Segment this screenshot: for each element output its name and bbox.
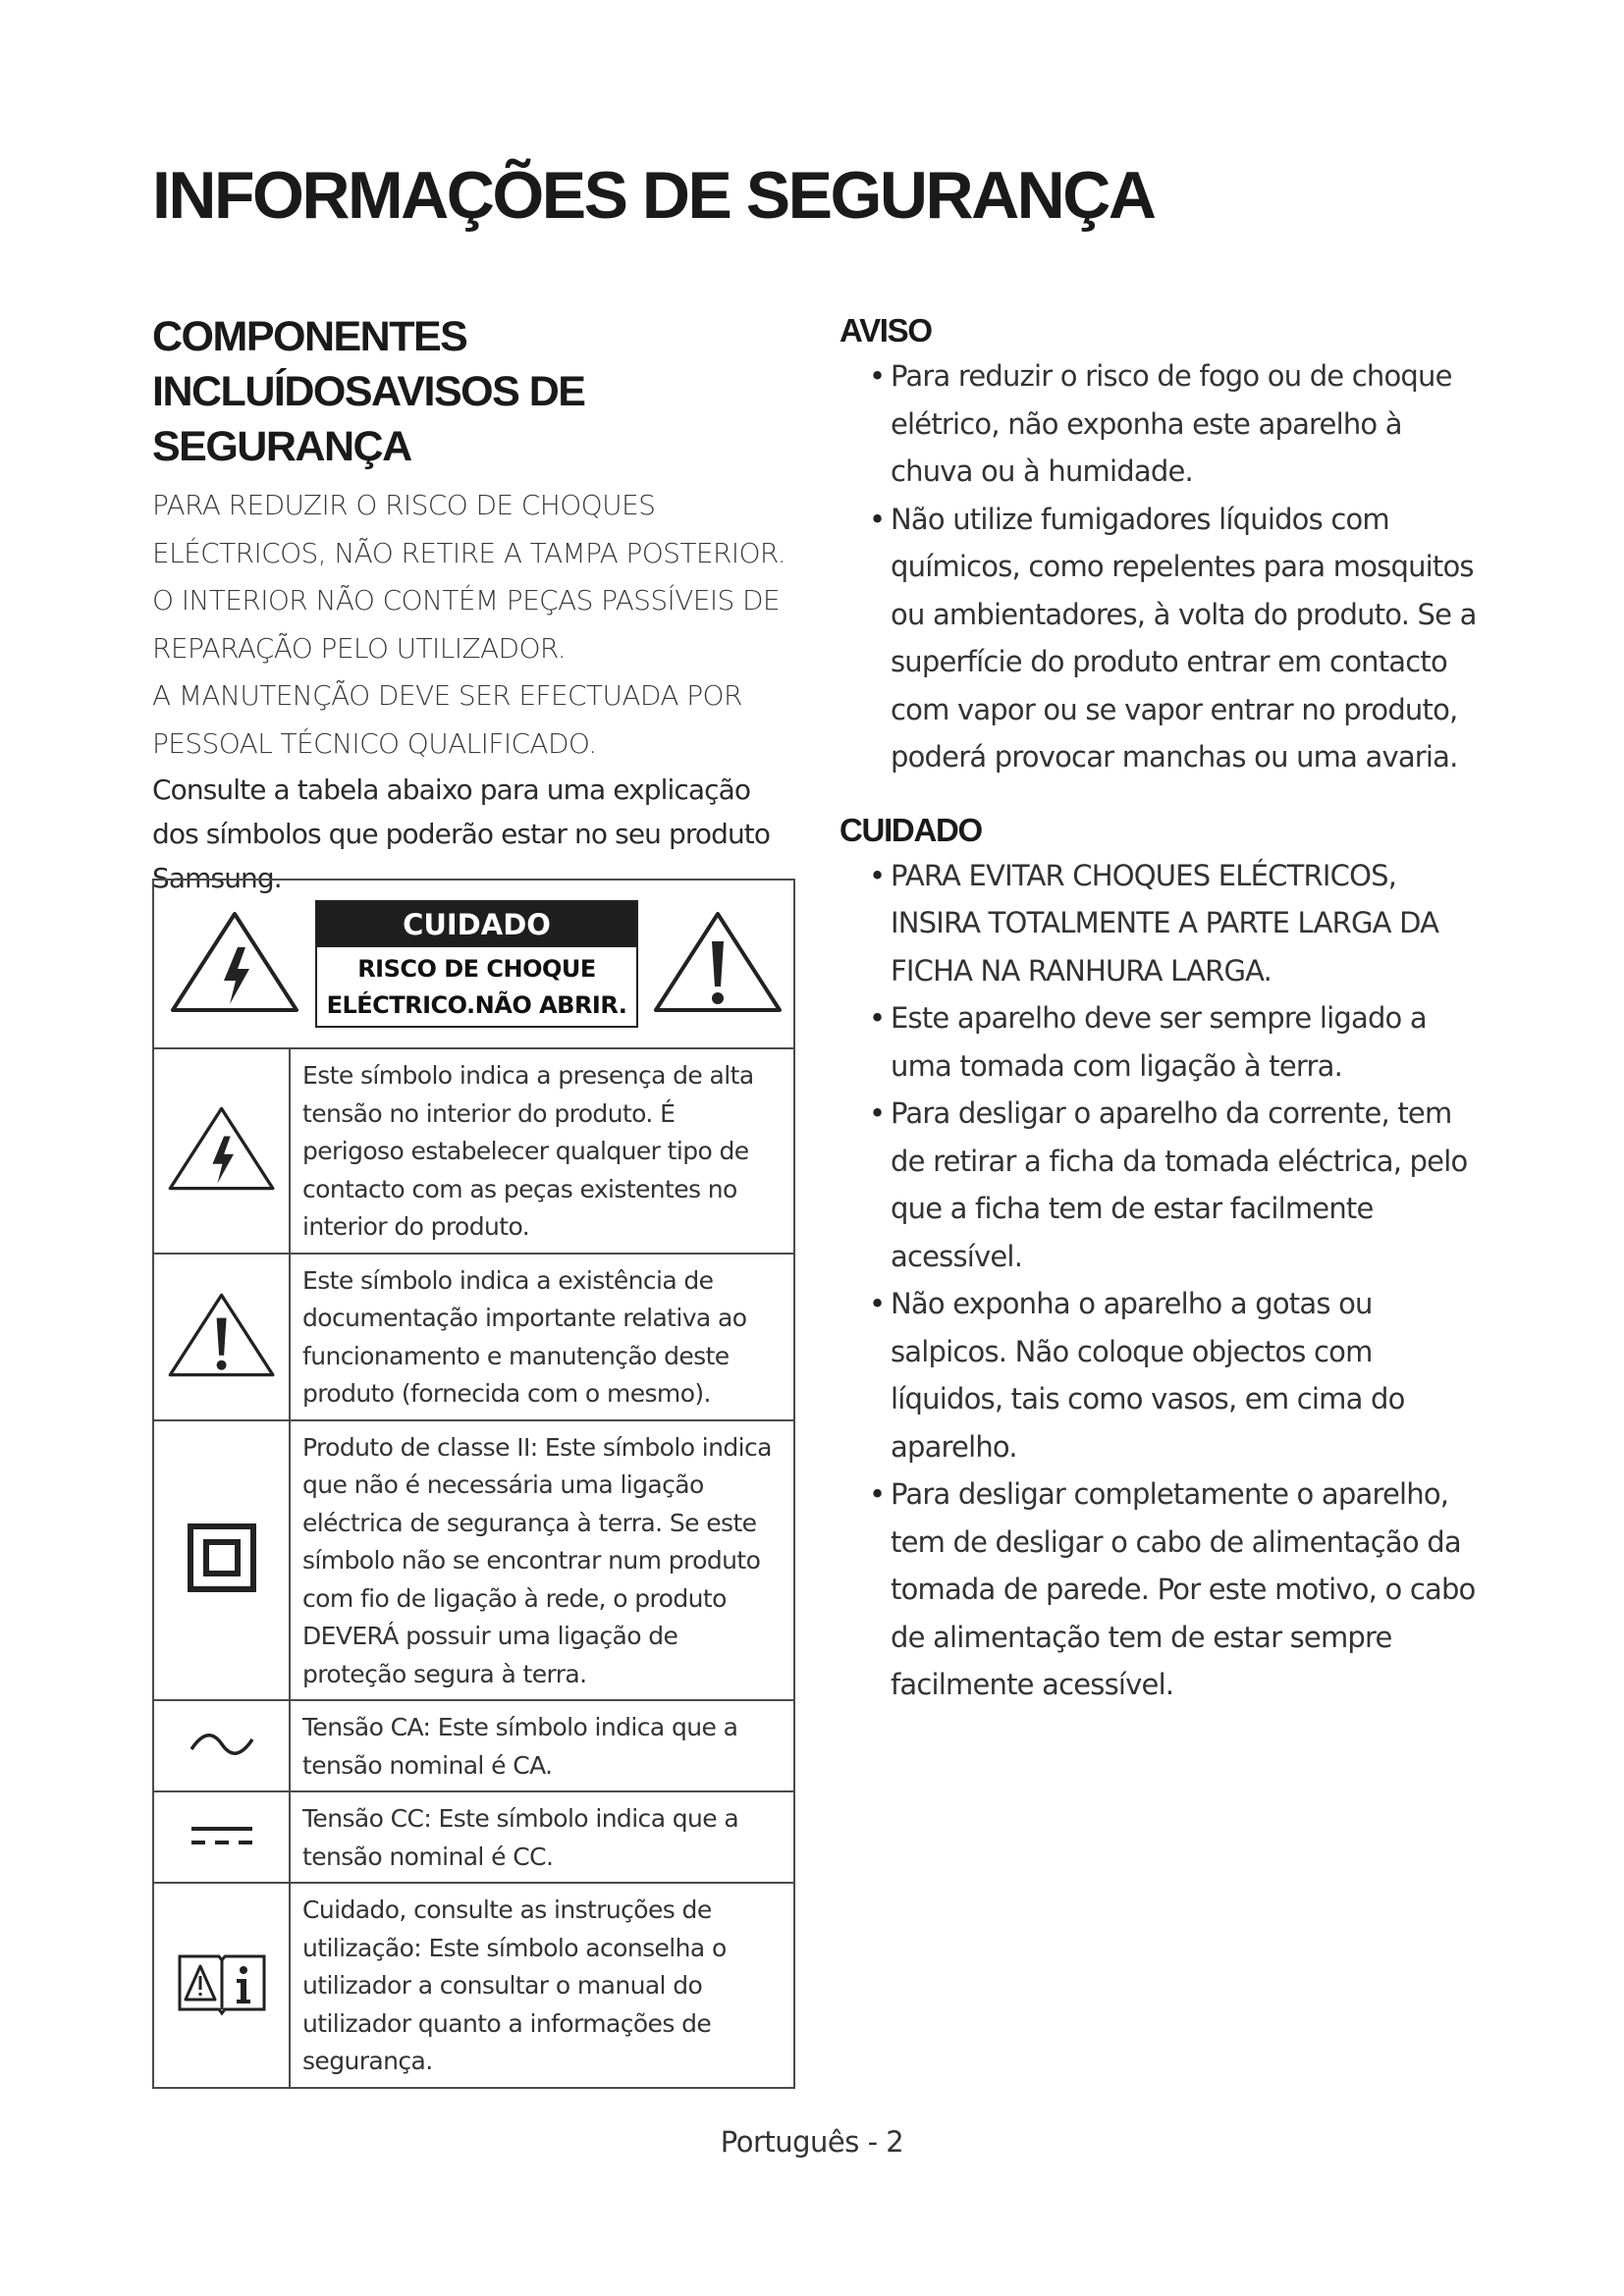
list-item: • PARA EVITAR CHOQUES ELÉCTRICOS, INSIRA TOTALMENTE A PARTE LARGA DA FICHA NA RANHURA LARGA. [879, 852, 1488, 995]
right-column [839, 309, 1488, 1709]
row-description: Este símbolo indica a existência de documentação importante relativa ao funcionamento e manutenção deste produto (fornecida com o mesmo). [290, 1254, 794, 1420]
caution-sub-line: RISCO DE CHOQUE [357, 955, 596, 983]
icon-cell [153, 1791, 290, 1883]
table-row [153, 1883, 794, 2088]
icon-cell [153, 1048, 290, 1254]
table-row [153, 1254, 794, 1420]
caution-sub-line: ELÉCTRICO.NÃO ABRIR. [326, 991, 627, 1019]
list-item: • Este aparelho deve ser sempre ligado a uma tomada com ligação à terra. [879, 994, 1488, 1090]
icon-cell [153, 1700, 290, 1791]
row-description: Produto de classe II: Este símbolo indica que não é necessária uma ligação eléctrica de segurança à terra. Se este símbolo não se encontrar num produto com fio de ligação à rede, o produto DEVERÁ possuir uma ligação de proteção segura à terra. [290, 1420, 794, 1701]
list-item: • Para reduzir o risco de fogo ou de choque elétrico, não exponha este aparelho à chuva ou à humidade. [879, 352, 1488, 496]
caps-line: PESSOAL TÉCNICO QUALIFICADO. [152, 726, 597, 760]
row-description: Cuidado, consulte as instruções de utilização: Este símbolo aconselha o utilizador a consultar o manual do utilizador quanto a informações de segurança. [290, 1883, 794, 2088]
double-square-icon [187, 1578, 257, 1597]
icon-cell [153, 1254, 290, 1420]
page-title: INFORMAÇÕES DE SEGURANÇA [152, 158, 1155, 233]
exclamation-triangle-icon [167, 1365, 277, 1384]
list-item: • Não exponha o aparelho a gotas ou salpicos. Não coloque objectos com líquidos, tais como vasos, em cima do aparelho. [879, 1280, 1488, 1470]
caps-line: ELÉCTRICOS, NÃO RETIRE A TAMPA POSTERIOR. [152, 536, 786, 569]
icon-cell [153, 1883, 290, 2088]
page-footer: Português - 2 [720, 2125, 904, 2159]
manual-warning-icon [176, 2002, 268, 2021]
caution-label-box [315, 900, 638, 1028]
caps-line: A MANUTENÇÃO DEVE SER EFECTUADA POR [152, 679, 742, 712]
left-column [152, 309, 795, 900]
cuidado-list [839, 852, 1488, 1709]
exclamation-triangle-icon [652, 908, 785, 1020]
list-item: • Não utilize fumigadores líquidos com químicos, como repelentes para mosquitos ou ambientadores, à volta do produto. Se a superfície do produto entrar em contacto com vapor ou se vapor entrar no produto, poderá provocar manchas ou uma avaria. [879, 496, 1488, 781]
symbols-table [152, 879, 795, 2089]
aviso-list [839, 352, 1488, 781]
caution-heading: CUIDADO [317, 902, 636, 947]
lightning-triangle-icon [167, 1179, 277, 1198]
row-description: Este símbolo indica a presença de alta tensão no interior do produto. É perigoso estabelecer qualquer tipo de contacto com as peças existentes no interior do produto. [290, 1048, 794, 1254]
aviso-heading: AVISO [839, 312, 932, 348]
list-item: • Para desligar completamente o aparelho, tem de desligar o cabo de alimentação da tomada de parede. Por este motivo, o cabo de alimentação tem de estar sempre facilmente acessível. [879, 1470, 1488, 1709]
table-row [153, 1420, 794, 1701]
icon-cell [153, 1420, 290, 1701]
ac-wave-icon [188, 1744, 256, 1763]
caution-header-cell [153, 880, 794, 1048]
dc-lines-icon [188, 1836, 256, 1854]
cuidado-heading: CUIDADO [839, 811, 982, 848]
section-title: COMPONENTES INCLUÍDOSAVISOS DE SEGURANÇA [152, 313, 585, 470]
caps-line: PARA REDUZIR O RISCO DE CHOQUES [152, 489, 656, 521]
table-intro: Consulte a tabela abaixo para uma explicação dos símbolos que poderão estar no seu produto Samsung. [152, 774, 771, 894]
table-header-row [153, 880, 794, 1048]
table-row [153, 1048, 794, 1254]
caution-subtext [317, 947, 636, 1026]
table-row [153, 1791, 794, 1883]
table-row [153, 1700, 794, 1791]
caps-line: O INTERIOR NÃO CONTÉM PEÇAS PASSÍVEIS DE [152, 584, 781, 616]
row-description: Tensão CC: Este símbolo indica que a tensão nominal é CC. [290, 1791, 794, 1883]
row-description: Tensão CA: Este símbolo indica que a tensão nominal é CA. [290, 1700, 794, 1791]
caps-line: REPARAÇÃO PELO UTILIZADOR. [152, 631, 567, 665]
lightning-triangle-icon [169, 908, 301, 1020]
list-item: • Para desligar o aparelho da corrente, tem de retirar a ficha da tomada eléctrica, pelo que a ficha tem de estar facilmente acessível. [879, 1090, 1488, 1280]
warning-caps-text [152, 482, 795, 768]
